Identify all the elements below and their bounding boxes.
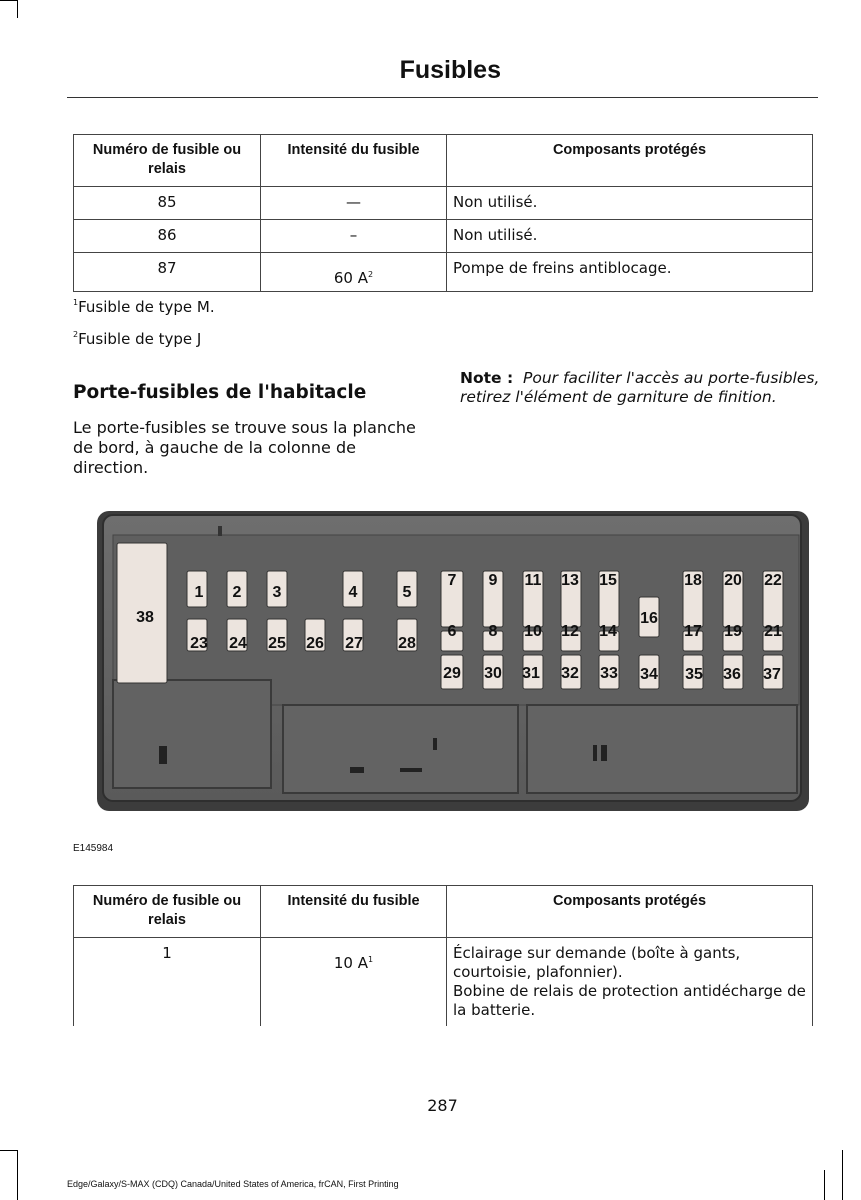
- footnote-ref: 1: [368, 955, 374, 964]
- fuse-label: 21: [764, 623, 782, 640]
- crop-mark: [0, 1150, 18, 1151]
- fuse-number: 85: [74, 187, 261, 220]
- component-line: Bobine de relais de protection antidécharge de la batterie.: [453, 982, 806, 1019]
- lower-right-panel: [527, 705, 797, 793]
- page-number: 287: [427, 1096, 458, 1115]
- fuse-label: 20: [724, 572, 742, 589]
- header-divider: [67, 97, 818, 98]
- slot: [159, 746, 167, 764]
- fuse-label: 16: [640, 610, 658, 627]
- fuse-label: 10: [524, 623, 542, 640]
- fuse-label: 38: [136, 609, 154, 626]
- column-header: Intensité du fusible: [261, 886, 447, 938]
- slot: [218, 526, 222, 536]
- fuse-amperage: [261, 938, 447, 1026]
- fuse-box-diagram: [95, 505, 811, 817]
- component-line: Éclairage sur demande (boîte à gants, courtoisie, plafonnier).: [453, 944, 741, 981]
- column-header: Composants protégés: [447, 135, 813, 187]
- note-text: Pour faciliter l'accès au porte-fusibles, retirez l'élément de garniture de finition.: [460, 369, 820, 406]
- fuse-label: 19: [724, 623, 742, 640]
- fuse-label: 33: [600, 665, 618, 682]
- lower-mid-panel: [283, 705, 518, 793]
- crop-mark: [17, 0, 18, 18]
- column-header: Numéro de fusible ou relais: [74, 886, 261, 938]
- footnote-mark: 1: [73, 298, 79, 307]
- crop-mark: [842, 1150, 843, 1200]
- amperage-value: 10 A: [333, 954, 369, 972]
- lower-left-panel: [113, 680, 271, 788]
- slot: [593, 745, 597, 761]
- slot: [433, 738, 437, 750]
- fuse-label: 34: [640, 666, 658, 683]
- table-row: [74, 938, 813, 1026]
- column-header: Composants protégés: [447, 886, 813, 938]
- fuse-label: 12: [561, 623, 579, 640]
- fuse-label: 13: [561, 572, 579, 589]
- fuse-label: 2: [232, 584, 242, 601]
- fuse-label: 37: [763, 666, 781, 683]
- fuse-label: 22: [764, 572, 782, 589]
- slot: [350, 767, 364, 773]
- section-title: Porte-fusibles de l'habitacle: [73, 382, 367, 403]
- crop-mark: [0, 0, 18, 1]
- fuse-label: 32: [561, 665, 579, 682]
- footnote-ref: 2: [368, 270, 374, 279]
- fuse-amperage: —: [261, 187, 447, 220]
- fuse-label: 5: [402, 584, 412, 601]
- slot: [400, 768, 422, 772]
- footnote-mark: 2: [73, 330, 79, 339]
- table-row: [74, 220, 813, 253]
- footnote: [73, 330, 201, 348]
- fuse-label: 11: [524, 572, 542, 589]
- fuse-label: 1: [194, 584, 204, 601]
- fuse-label: 4: [348, 584, 358, 601]
- fuse-label: 3: [272, 584, 282, 601]
- protected-component: [447, 938, 813, 1026]
- protected-component: Pompe de freins antiblocage.: [447, 253, 813, 292]
- section-paragraph: Le porte-fusibles se trouve sous la planche de bord, à gauche de la colonne de direction.: [73, 418, 416, 477]
- fuse-table-top: [73, 134, 813, 292]
- fuse-label: 14: [599, 623, 617, 640]
- note: [460, 369, 820, 407]
- footer-text: Edge/Galaxy/S-MAX (CDQ) Canada/United States of America, frCAN, First Printing: [67, 1179, 399, 1189]
- fuse-label: 26: [306, 635, 324, 652]
- fuse-label: 7: [447, 572, 457, 589]
- fuse-label: 25: [268, 635, 286, 652]
- fuse-number: 87: [74, 253, 261, 292]
- fuse-label: 24: [229, 635, 247, 652]
- fuse-label: 29: [443, 665, 461, 682]
- table-row: [74, 187, 813, 220]
- crop-mark: [17, 1150, 18, 1200]
- note-label: Note :: [460, 369, 514, 387]
- fuse-label: 35: [685, 666, 703, 683]
- footnote-text: Fusible de type J: [78, 330, 202, 348]
- table-row: [74, 253, 813, 292]
- fuse-number: 86: [74, 220, 261, 253]
- column-header: Intensité du fusible: [261, 135, 447, 187]
- fuse-label: 28: [398, 635, 416, 652]
- amperage-value: 60 A: [333, 269, 369, 287]
- fuse-label: 15: [599, 572, 617, 589]
- fuse-label: 27: [345, 635, 363, 652]
- footnote: [73, 298, 215, 316]
- column-header: Numéro de fusible ou relais: [74, 135, 261, 187]
- table-header-row: [74, 886, 813, 938]
- fuse-amperage: –: [261, 220, 447, 253]
- fuse-label: 30: [484, 665, 502, 682]
- table-header-row: [74, 135, 813, 187]
- crop-mark: [824, 1170, 825, 1200]
- slot: [601, 745, 607, 761]
- fuse-label: 36: [723, 666, 741, 683]
- fuse-label: 8: [488, 623, 498, 640]
- fuse-number: 1: [74, 938, 261, 1026]
- fuse-label: 18: [684, 572, 702, 589]
- fuse-label: 23: [190, 635, 208, 652]
- protected-component: Non utilisé.: [447, 187, 813, 220]
- fuse-label: 9: [488, 572, 498, 589]
- fuse-table-bottom: [73, 885, 813, 1026]
- fuse-label: 6: [447, 623, 457, 640]
- fuse-label: 17: [684, 623, 702, 640]
- fuse-label: 31: [522, 665, 540, 682]
- protected-component: Non utilisé.: [447, 220, 813, 253]
- figure-id: E145984: [73, 843, 114, 854]
- footnote-text: Fusible de type M.: [78, 298, 215, 316]
- fuse-amperage: [261, 253, 447, 292]
- page-title: Fusibles: [399, 56, 501, 84]
